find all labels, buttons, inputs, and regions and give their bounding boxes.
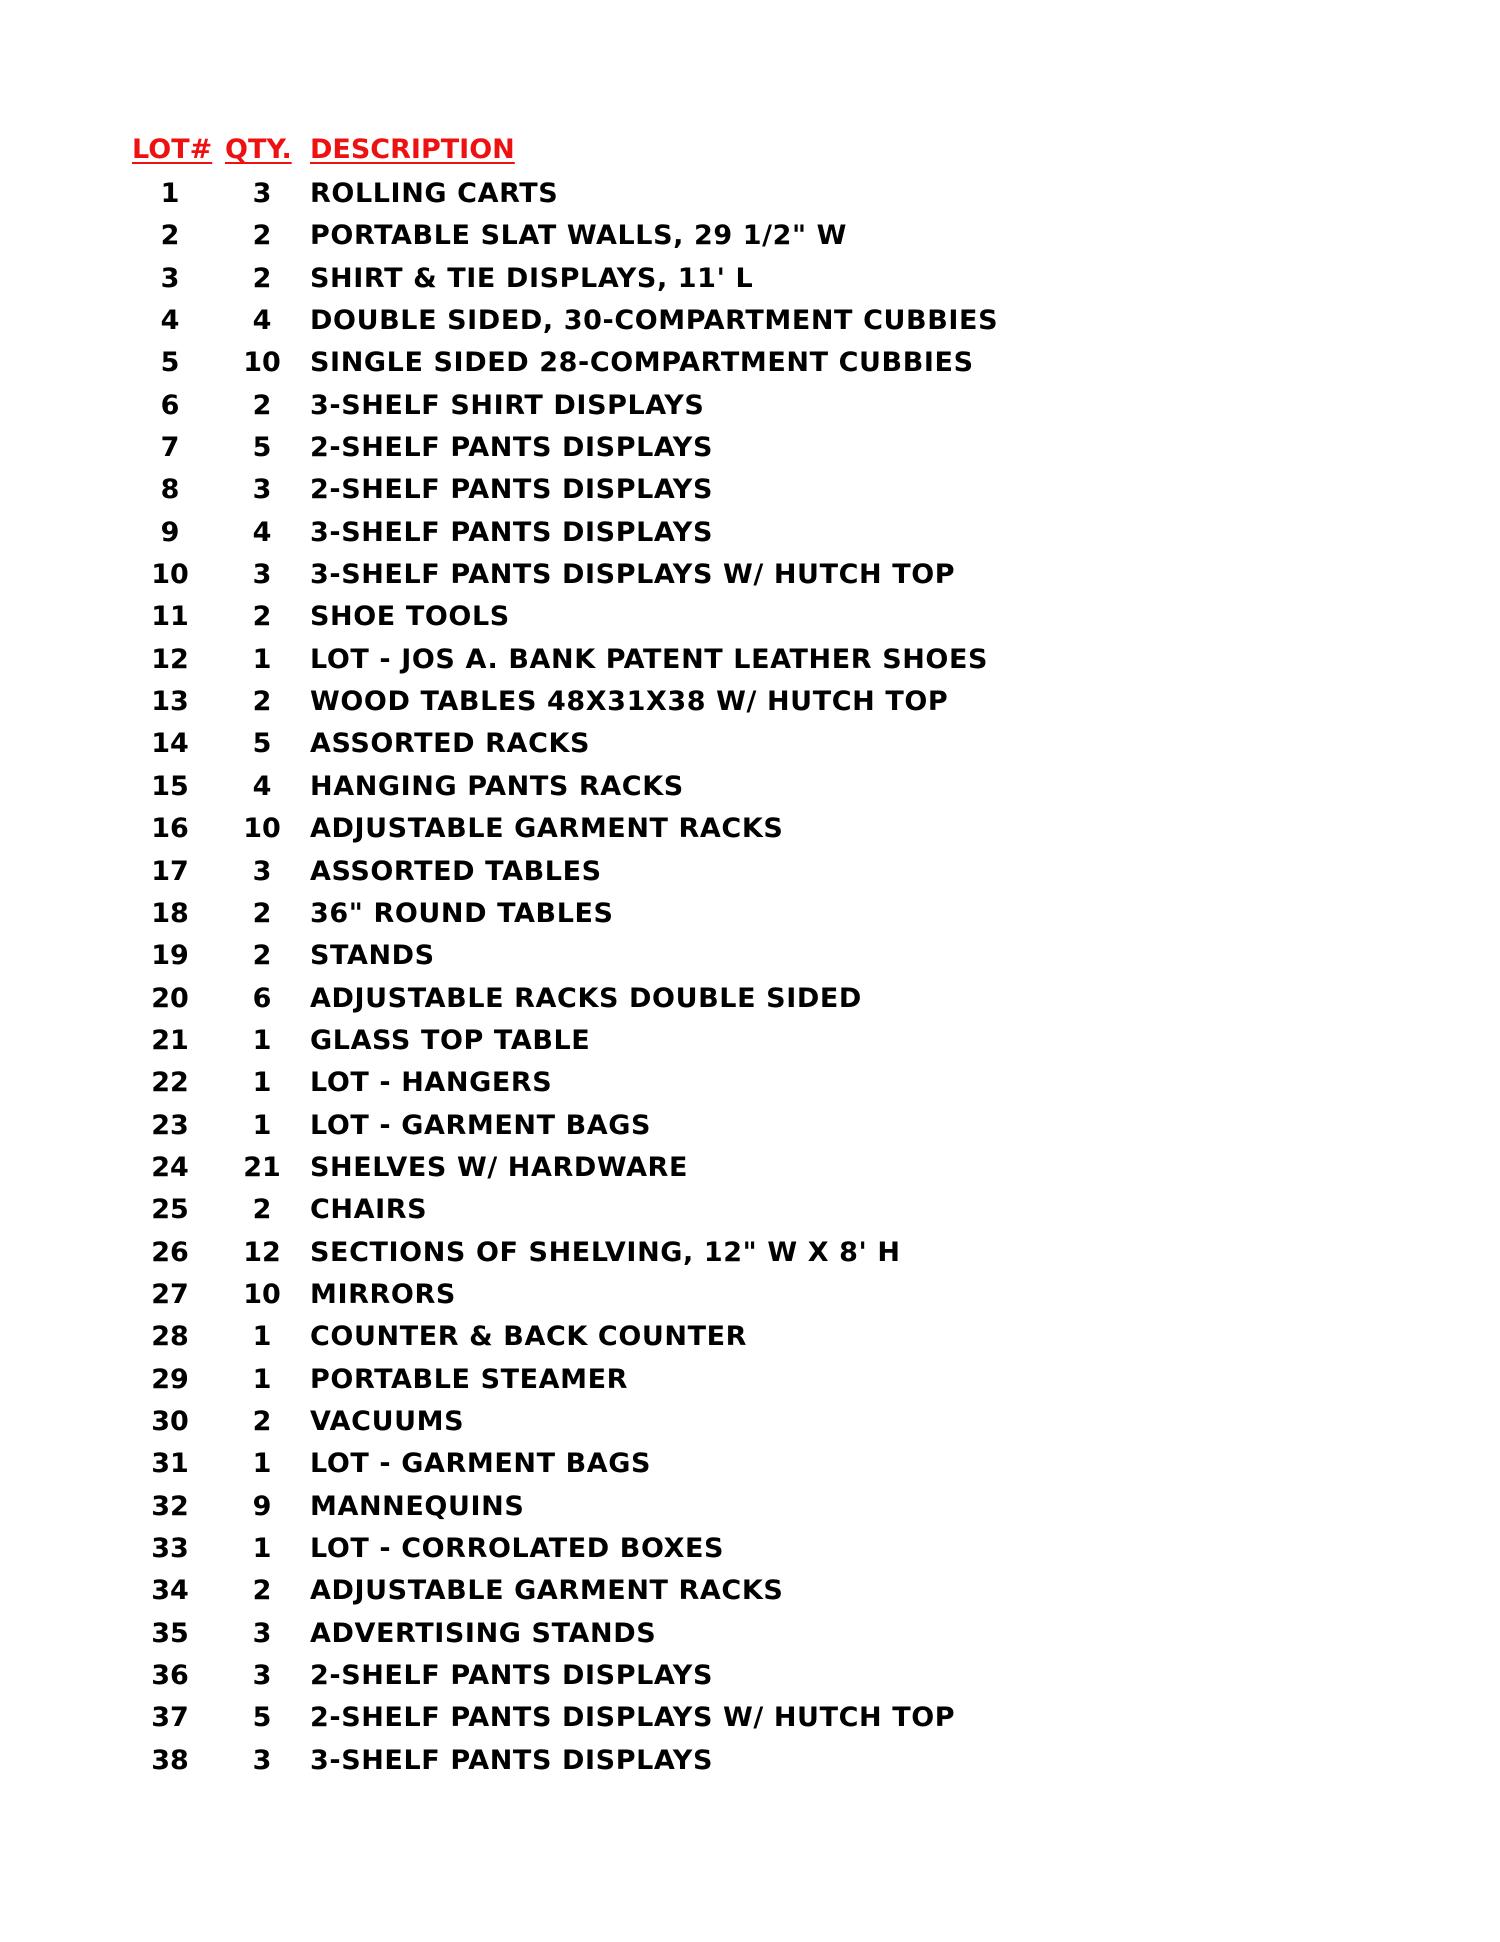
lot-row	[0, 1062, 1500, 1104]
lot-number: 19	[151, 940, 189, 972]
lot-description: ADJUSTABLE GARMENT RACKS	[310, 1575, 784, 1607]
lot-description: LOT - GARMENT BAGS	[310, 1448, 652, 1480]
lot-quantity: 1	[252, 1363, 272, 1395]
lot-quantity: 2	[252, 389, 272, 421]
lot-quantity: 9	[252, 1490, 272, 1522]
lot-description: LOT - GARMENT BAGS	[310, 1109, 652, 1141]
lot-row	[0, 851, 1500, 893]
lot-row	[0, 978, 1500, 1020]
lot-description: COUNTER & BACK COUNTER	[310, 1321, 748, 1353]
lot-quantity: 5	[252, 1702, 272, 1734]
lot-row	[0, 1359, 1500, 1401]
lot-number: 30	[151, 1405, 189, 1437]
lot-row	[0, 1486, 1500, 1528]
lot-description: LOT - CORROLATED BOXES	[310, 1533, 725, 1564]
lot-row	[0, 258, 1500, 300]
lot-row	[0, 935, 1500, 977]
lot-number: 18	[151, 897, 189, 929]
lot-number: 22	[151, 1067, 189, 1099]
lot-number: 23	[151, 1109, 189, 1141]
lot-row	[0, 1189, 1500, 1231]
lot-row	[0, 1443, 1500, 1485]
lot-quantity: 5	[252, 728, 272, 760]
lot-row	[0, 1401, 1500, 1443]
lot-number: 26	[151, 1236, 189, 1268]
lot-number: 9	[160, 516, 180, 548]
lot-quantity: 4	[252, 305, 272, 337]
lot-quantity: 1	[252, 1024, 272, 1056]
lot-row	[0, 215, 1500, 257]
lot-row	[0, 1613, 1500, 1655]
lot-description: LOT - JOS A. BANK PATENT LEATHER SHOES	[310, 643, 989, 675]
lot-number: 3	[160, 262, 180, 294]
lot-number: 38	[151, 1744, 189, 1776]
lot-row	[0, 554, 1500, 596]
lot-quantity: 2	[252, 1405, 272, 1437]
lot-quantity: 21	[243, 1151, 281, 1183]
lot-row	[0, 342, 1500, 384]
lot-row	[0, 808, 1500, 850]
lot-number: 20	[151, 982, 189, 1014]
lot-row	[0, 639, 1500, 681]
lot-quantity: 4	[252, 770, 272, 802]
lot-description: ADJUSTABLE GARMENT RACKS	[310, 813, 784, 845]
lot-number: 37	[151, 1702, 189, 1734]
lot-number: 6	[160, 389, 180, 421]
lot-quantity: 1	[252, 1321, 272, 1353]
lot-number: 35	[151, 1617, 189, 1649]
lot-quantity: 3	[252, 474, 272, 506]
lot-number: 16	[151, 813, 189, 845]
lot-row	[0, 469, 1500, 511]
lot-quantity: 2	[252, 601, 272, 633]
lot-rows	[0, 173, 1500, 1782]
lot-number: 36	[151, 1660, 189, 1692]
quantity-column-header: QTY.	[225, 134, 292, 165]
lot-number: 21	[151, 1024, 189, 1056]
lot-row	[0, 427, 1500, 469]
description-column-header: DESCRIPTION	[310, 134, 515, 165]
lot-description: ASSORTED TABLES	[310, 855, 602, 887]
lot-number: 2	[160, 220, 180, 252]
lot-number: 14	[151, 728, 189, 760]
lot-row	[0, 1570, 1500, 1612]
lot-description: MIRRORS	[310, 1278, 456, 1310]
lot-quantity: 3	[252, 855, 272, 887]
lot-row	[0, 1655, 1500, 1697]
lot-description: SINGLE SIDED 28-COMPARTMENT CUBBIES	[310, 347, 974, 379]
lot-description: 2-SHELF PANTS DISPLAYS	[310, 1660, 713, 1692]
lot-quantity: 6	[252, 982, 272, 1014]
lot-row	[0, 681, 1500, 723]
lot-row	[0, 723, 1500, 765]
lot-description: ADJUSTABLE RACKS DOUBLE SIDED	[310, 982, 862, 1014]
lot-description: MANNEQUINS	[310, 1490, 525, 1522]
lot-quantity: 2	[252, 220, 272, 252]
lot-description: 2-SHELF PANTS DISPLAYS W/ HUTCH TOP	[310, 1702, 956, 1734]
lot-description: 3-SHELF PANTS DISPLAYS W/ HUTCH TOP	[310, 559, 956, 591]
lot-description: 2-SHELF PANTS DISPLAYS	[310, 432, 713, 464]
lot-row	[0, 1147, 1500, 1189]
lot-row	[0, 512, 1500, 554]
lot-quantity: 1	[252, 1533, 272, 1564]
lot-description: SHOE TOOLS	[310, 601, 510, 633]
lot-number-column-header: LOT#	[132, 134, 213, 165]
lot-quantity: 1	[252, 1109, 272, 1141]
lot-quantity: 10	[243, 813, 281, 845]
lot-number: 7	[160, 432, 180, 464]
lot-number: 27	[151, 1278, 189, 1310]
lot-description: SECTIONS OF SHELVING, 12" W X 8' H	[310, 1236, 901, 1268]
lot-description: CHAIRS	[310, 1194, 428, 1226]
lot-number: 15	[151, 770, 189, 802]
lot-quantity: 3	[252, 178, 272, 209]
lot-row	[0, 1105, 1500, 1147]
lot-quantity: 5	[252, 432, 272, 464]
lot-number: 32	[151, 1490, 189, 1522]
lot-number: 34	[151, 1575, 189, 1607]
lot-quantity: 3	[252, 1744, 272, 1776]
lot-description: ASSORTED RACKS	[310, 728, 591, 760]
lot-description: PORTABLE SLAT WALLS, 29 1/2" W	[310, 220, 848, 252]
lot-description: VACUUMS	[310, 1405, 465, 1437]
lot-quantity: 2	[252, 686, 272, 718]
lot-description: DOUBLE SIDED, 30-COMPARTMENT CUBBIES	[310, 305, 999, 337]
lot-number: 11	[151, 601, 189, 633]
lot-row	[0, 173, 1500, 215]
lot-quantity: 3	[252, 1660, 272, 1692]
lot-quantity: 12	[243, 1236, 281, 1268]
lot-row	[0, 1697, 1500, 1739]
lot-quantity: 1	[252, 643, 272, 675]
lot-description: SHIRT & TIE DISPLAYS, 11' L	[310, 262, 754, 294]
lot-number: 28	[151, 1321, 189, 1353]
lot-row	[0, 766, 1500, 808]
lot-quantity: 2	[252, 897, 272, 929]
lot-description: 3-SHELF SHIRT DISPLAYS	[310, 389, 705, 421]
lot-row	[0, 385, 1500, 427]
lot-number: 33	[151, 1533, 189, 1564]
lot-row	[0, 1232, 1500, 1274]
lot-quantity: 1	[252, 1067, 272, 1099]
lot-description: LOT - HANGERS	[310, 1067, 553, 1099]
lot-quantity: 3	[252, 559, 272, 591]
lot-number: 31	[151, 1448, 189, 1480]
lot-quantity: 2	[252, 940, 272, 972]
lot-description: SHELVES W/ HARDWARE	[310, 1151, 688, 1183]
lot-row	[0, 1020, 1500, 1062]
lot-description: ROLLING CARTS	[310, 178, 559, 209]
lot-description: WOOD TABLES 48X31X38 W/ HUTCH TOP	[310, 686, 949, 718]
lot-row	[0, 1740, 1500, 1782]
lot-description: STANDS	[310, 940, 435, 972]
lot-description: PORTABLE STEAMER	[310, 1363, 629, 1395]
lot-quantity: 10	[243, 1278, 281, 1310]
lot-description: 36" ROUND TABLES	[310, 897, 614, 929]
lot-quantity: 10	[243, 347, 281, 379]
lot-number: 4	[160, 305, 180, 337]
lot-description: 3-SHELF PANTS DISPLAYS	[310, 516, 713, 548]
lot-row	[0, 1528, 1500, 1570]
lot-number: 25	[151, 1194, 189, 1226]
lot-quantity: 3	[252, 1617, 272, 1649]
lot-description: HANGING PANTS RACKS	[310, 770, 684, 802]
lot-quantity: 2	[252, 1575, 272, 1607]
lot-number: 24	[151, 1151, 189, 1183]
lot-description: 2-SHELF PANTS DISPLAYS	[310, 474, 713, 506]
lot-description: 3-SHELF PANTS DISPLAYS	[310, 1744, 713, 1776]
lot-row	[0, 1274, 1500, 1316]
lot-number: 13	[151, 686, 189, 718]
lot-row	[0, 596, 1500, 638]
lot-quantity: 2	[252, 1194, 272, 1226]
lot-row	[0, 893, 1500, 935]
lot-quantity: 2	[252, 262, 272, 294]
lot-description: GLASS TOP TABLE	[310, 1024, 591, 1056]
lot-number: 8	[160, 474, 180, 506]
lot-number: 5	[160, 347, 180, 379]
lot-quantity: 1	[252, 1448, 272, 1480]
lot-quantity: 4	[252, 516, 272, 548]
lot-number: 17	[151, 855, 189, 887]
lot-number: 1	[160, 178, 180, 209]
lot-number: 29	[151, 1363, 189, 1395]
lot-number: 12	[151, 643, 189, 675]
lot-row	[0, 300, 1500, 342]
lot-description: ADVERTISING STANDS	[310, 1617, 657, 1649]
lot-number: 10	[151, 559, 189, 591]
lot-row	[0, 1316, 1500, 1358]
